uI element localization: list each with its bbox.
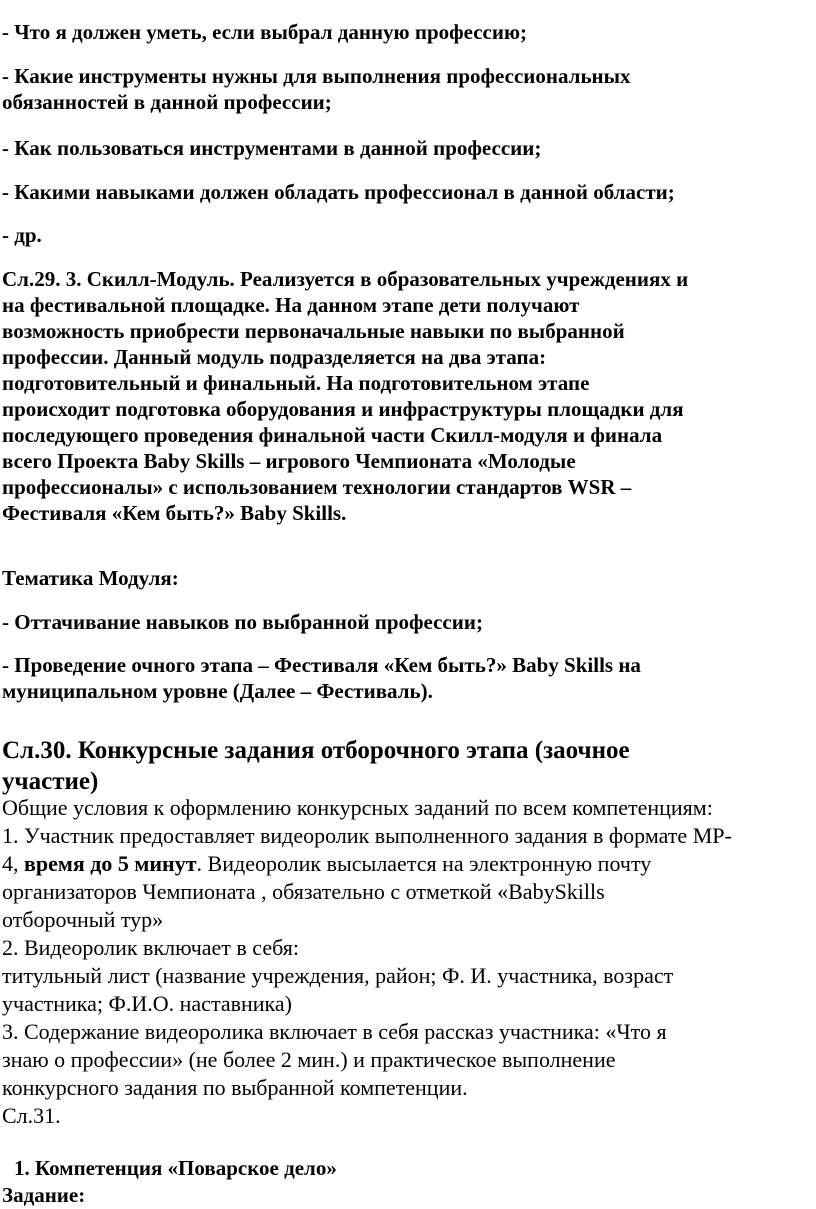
bullet-skills: - Что я должен уметь, если выбрал данную профессию; bbox=[2, 20, 528, 44]
bullet-tools: - Какие инструменты нужны для выполнения профессиональных обязанностей в данной профессии; bbox=[2, 64, 631, 114]
bullet-use-tools: - Как пользоваться инструментами в данной профессии; bbox=[2, 136, 542, 160]
bullet-etc: - др. bbox=[2, 223, 42, 247]
sl30-heading: Сл.30. Конкурсные задания отборочного этапа (заочное участие) bbox=[2, 737, 630, 795]
sl29-paragraph: Сл.29. 3. Скилл-Модуль. Реализуется в образовательных учреждениях и на фестивальной площадке. На данном этапе дети получают возможность приобрести первоначальные навыки по выбранной профессии. Данный модуль подразделяется на два этапа: подготовительный и финальный. На подготовительном этапе происходит подготовка оборудования и инфраструктуры площадки для последующего проведения финальной части Скилл-модуля и финала всего Проекта Baby Skills – игрового Чемпионата «Молодые профессионалы» с использованием технологии стандартов WSR – Фестиваля «Кем быть?» Baby Skills. bbox=[2, 267, 689, 525]
theme-item-skills: - Оттачивание навыков по выбранной профессии; bbox=[2, 610, 483, 634]
competence-heading: 1. Компетенция «Поварское дело» bbox=[14, 1156, 337, 1180]
theme-item-festival: - Проведение очного этапа – Фестиваля «Кем быть?» Baby Skills на муниципальном уровне (Далее – Фестиваль). bbox=[2, 653, 641, 703]
task-label: Задание: bbox=[2, 1183, 86, 1207]
bullet-abilities: - Какими навыками должен обладать профессионал в данной области; bbox=[2, 180, 675, 204]
sl30-body: Общие условия к оформлению конкурсных заданий по всем компетенциям: 1. Участник предоставляет видеоролик выполненного задания в формате МР- 4, время до 5 минут. Видеоролик высылается на электронную почту организаторов Чемпионата , обязательно с отметкой «BabySkills отборочный тур» 2. Видеоролик включает в себя: титульный лист (название учреждения, район; Ф. И. участника, возраст участника; Ф.И.О. наставника) 3. Содержание видеоролика включает в себя рассказ участника: «Что я знаю о профессии» (не более 2 мин.) и практическое выполнение конкурсного задания по выбранной компетенции. Сл.31. bbox=[2, 795, 732, 1128]
module-theme-title: Тематика Модуля: bbox=[2, 566, 179, 590]
video-duration-emphasis: время до 5 минут bbox=[24, 851, 197, 876]
